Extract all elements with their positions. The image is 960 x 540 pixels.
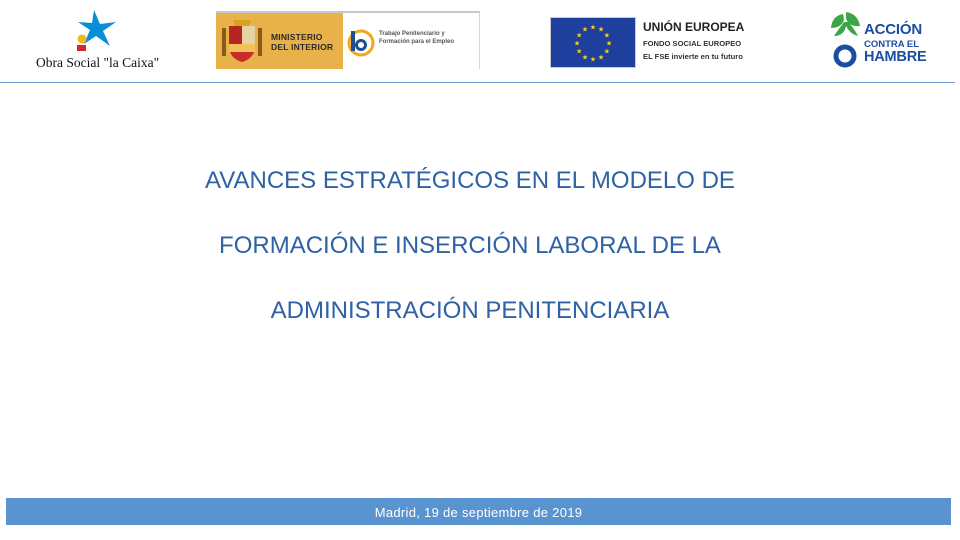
caixa-star-icon (72, 8, 122, 52)
tpfe-text (379, 30, 454, 46)
footer-bar (6, 498, 951, 525)
tpfe-line2: Formación para el Empleo (379, 39, 455, 45)
ach-leaf-icon (828, 10, 864, 70)
union-europea-logo (550, 17, 760, 69)
title-line-3: ADMINISTRACIÓN PENITENCIARIA (270, 297, 670, 324)
eu-star-icon: ★ (576, 32, 583, 40)
ministerio-text (271, 32, 333, 52)
ach-line2: CONTRA EL (864, 39, 920, 50)
eu-flag-icon (550, 17, 636, 68)
eu-star-icon: ★ (597, 54, 605, 62)
eu-star-icon: ★ (605, 40, 613, 48)
eu-star-icon: ★ (589, 24, 597, 32)
ministerio-line2: DEL INTERIOR (271, 42, 334, 52)
title-line-1: AVANCES ESTRATÉGICOS EN EL MODELO DE (205, 167, 735, 194)
caixa-logo-text: Obra Social "la Caixa" (36, 55, 160, 70)
ministerio-line1: MINISTERIO (271, 32, 323, 42)
logo-bar (0, 0, 960, 84)
ministerio-gold-panel (216, 13, 343, 69)
tpfe-panel (343, 13, 480, 69)
footer-date-text: Madrid, 19 de septiembre de 2019 (374, 505, 583, 520)
tpfe-line1: Trabajo Penitenciario y (379, 31, 445, 37)
header-divider (0, 82, 955, 83)
ministerio-del-interior-logo (216, 11, 480, 69)
eu-star-icon: ★ (597, 26, 605, 34)
ach-line1: ACCIÓN (864, 21, 922, 38)
accion-contra-el-hambre-logo (828, 10, 948, 70)
eu-star-icon: ★ (573, 40, 581, 48)
eu-star-icon: ★ (589, 56, 597, 64)
eu-star-icon: ★ (603, 32, 610, 40)
ach-line3: HAMBRE (864, 49, 927, 65)
eu-tagline: EL FSE invierte en tu futuro (643, 52, 743, 61)
tpfe-emblem-icon (345, 25, 377, 57)
presentation-title (130, 165, 810, 360)
eu-star-icon: ★ (576, 48, 583, 56)
obra-social-la-caixa-logo (28, 8, 168, 74)
eu-title: UNIÓN EUROPEA (643, 20, 745, 34)
title-line-2: FORMACIÓN E INSERCIÓN LABORAL DE LA (219, 232, 721, 259)
eu-star-icon: ★ (581, 54, 589, 62)
coat-of-arms-icon (219, 18, 265, 64)
eu-star-icon: ★ (603, 48, 610, 56)
eu-subtitle: FONDO SOCIAL EUROPEO (643, 39, 742, 48)
eu-star-icon: ★ (581, 26, 589, 34)
